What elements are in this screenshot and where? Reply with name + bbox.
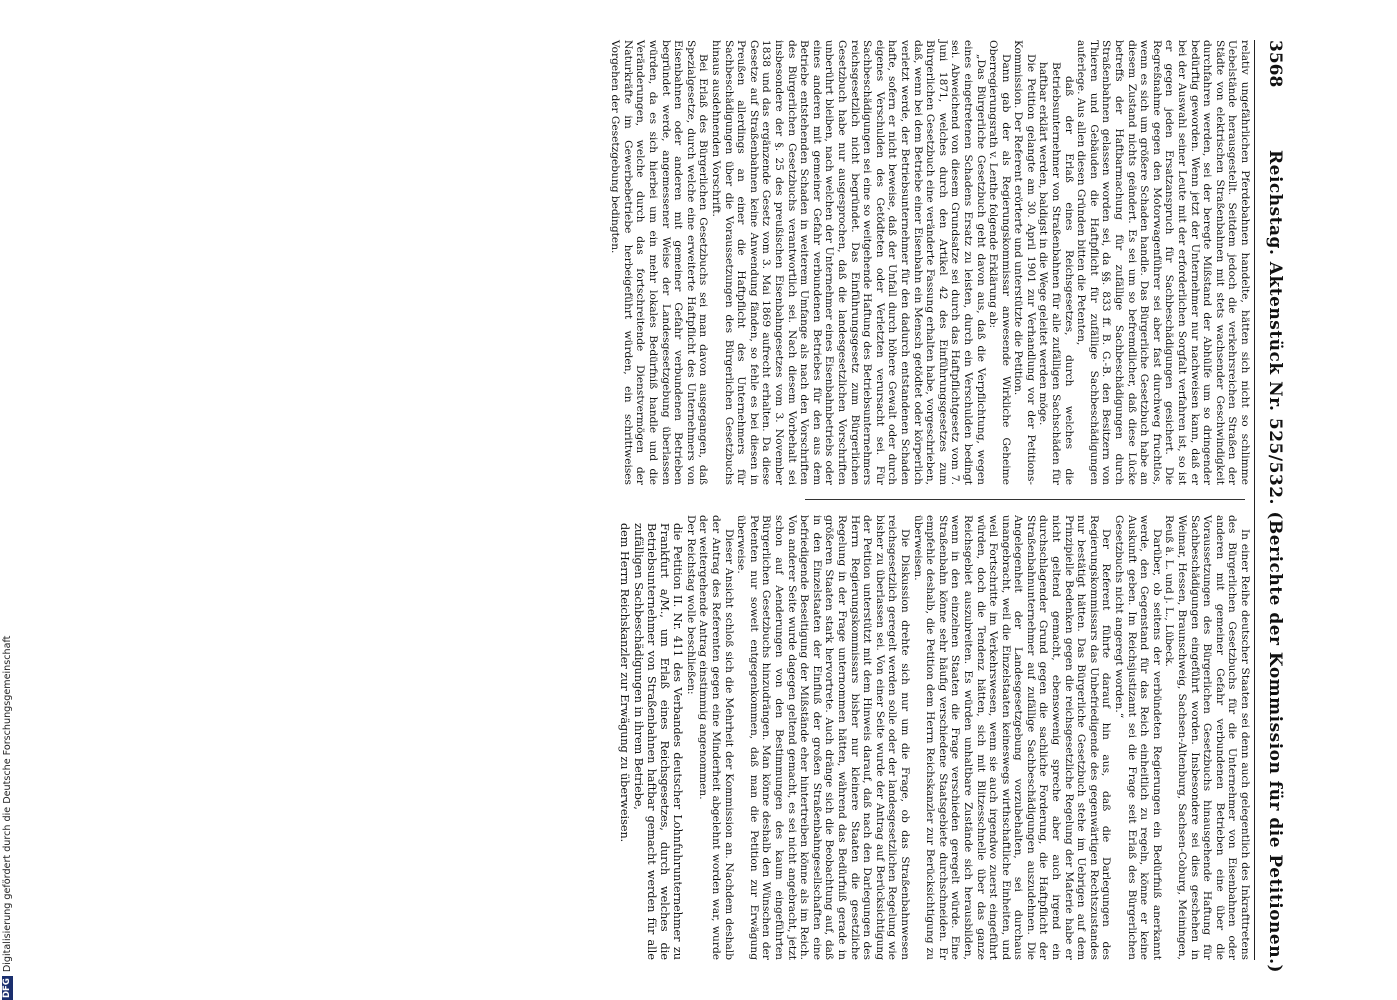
header-rule [1254, 40, 1255, 960]
paragraph: Darüber, ob seitens der verbündeten Regierungen ein Bedürfniß anerkannt werde, den Gegenstand für das Reich einheitlich zu regeln, könne er keine Auskunft geben. Im Reichsjustizamt sei die Frage seit Erlaß des Bürgerlichen Gesetzbuchs nicht angeregt worden.“ [1113, 515, 1163, 960]
left-column [609, 40, 1251, 485]
paragraph: „Das Bürgerliche Gesetzbuch geht davon aus, daß die Verpflichtung, wegen eines eingetretenen Schadens Ersatz zu leisten, durch ein Verschulden bedingt sei. Abweichend von diesem Grundsatze sei durch das Haftpflichtgesetz vom 7. Juni 1871, welches durch den Artikel 42 des Einführungsgesetzes zum Bürgerlichen Gesetzbuch eine veränderte Fassung erhalten habe, vorgeschrieben, daß, wenn bei dem Betriebe einer Eisenbahn ein Mensch getödtet oder körperlich verletzt werde, der Betriebsunternehmer für den dadurch entstandenen Schaden hafte, sofern er nicht beweise, daß der Unfall durch höhere Gewalt oder durch eigenes Verschulden des Getödteten oder Verletzten verursacht sei. Für Sachbeschädigungen sei eine so weitgehende Haftung des Betriebsunternehmers reichsgesetzlich nicht begründet. Das Einführungsgesetz zum Bürgerlichen Gesetzbuch habe nur ausgesprochen, daß die landesgesetzlichen Vorschriften unberührt bleiben, nach welchen der Unternehmer eines Eisenbahnbetriebs oder eines anderen mit gemeiner Gefahr verbundenen Betriebes für den aus dem Betriebe entstehenden Schaden in weiterem Umfange als nach den Vorschriften des Bürgerlichen Gesetzbuchs verantwortlich sei. Nach diesem Vorbehalt sei insbesondere der §. 25 des preußischen Eisenbahngesetzes vom 3. November 1838 und das ergänzende Gesetz vom 3. Mai 1869 aufrecht erhalten. Da diese Gesetze auf Straßenbahnen keine Anwendung fänden, so fehle es bei diesen in Preußen allerdings an einer die Haftpflicht des Unternehmers für Sachbeschädigungen über die Voraussetzungen des Bürgerlichen Gesetzbuchs hinaus ausdehnenden Vorschrift. [710, 40, 987, 485]
column-divider [805, 499, 1245, 500]
running-title: Reichstag. Aktenstück Nr. 525/532. (Berichte der Kommission für die Petitionen.) [1265, 150, 1285, 974]
paragraph: relativ ungefährlichen Pferdebahnen handelte, hätten sich nicht so schlimme Uebelstände herausgestellt. Seitdem jedoch die verkehrsreichen Straßen der Städte von elektrischen Straßenbahnen mit stets wachsender Geschwindigkeit durchfahren werden, sei der beregte Mißstand der Abhülfe um so dringender bedürftig geworden. Wenn jetzt der Unternehmer nur nachweisen kann, daß er bei der Auswahl seiner Leute mit der erforderlichen Sorgfalt verfahren ist, so ist er gegen jeden Ersatzanspruch für Sachbeschädigungen gesichert. Die Regreßnahme gegen den Motorwagenführer sei aber fast durchweg fruchtlos, wenn es sich um größere Schaden handle. Das Bürgerliche Gesetzbuch habe an diesem Zustand nichts geändert. Es sei um so befremdlicher, daß diese Lücke betreffs der Haftbarmachung für zufällige Sachbeschädigungen durch Straßenbahnen gelassen worden sei, da §§. 833 ff. B. G.-B. den Besitzern von Thieren und Gebäuden die Haftpflicht für zufällige Sachbeschädigungen auferlege. Aus allen diesen Gründen bitten die Petenten, [1075, 40, 1251, 485]
paragraph: Dann gab der als Regierungskommissar anwesende Wirkliche Geheime Oberregierungsrath v. Lenthe folgende Erklärung ab: [987, 40, 1012, 485]
resolution-heading: Der Reichstag wolle beschließen: [684, 515, 697, 695]
resolution-text: die Petition II. Nr. 411 des Verbandes deutscher Lohnfuhrunternehmer zu Frankfurt a/M., um Erlaß eines Reichsgesetzes, durch welches die Betriebsunternehmer von Straßenbahnen haftbar gemacht werden für alle zufälligen Sachbeschädigungen in ihrem Betriebe, [631, 523, 685, 960]
rotated-document-page [95, 0, 1285, 1000]
paragraph: Die Petition gelangte am 30. April 1901 zur Verhandlung vor der Petitions-Kommission. Der Referent erörterte und unterstützte die Petition. [1012, 40, 1037, 485]
page-number: 3568 [1265, 40, 1285, 88]
paragraph: In einer Reihe deutscher Staaten sei denn auch gelegentlich des Inkrafttretens des Bürgerlichen Gesetzbuchs für die Unternehmer von Eisenbahnen oder anderen mit gemeiner Gefahr verbundenen Betrieben eine über die Voraussetzungen des Bürgerlichen Gesetzbuchs hinausgehende Haftung für Sachbeschädigungen eingeführt worden. Insbesondere sei dies geschehen in Weimar, Hessen, Braunschweig, Sachsen-Altenburg, Sachsen-Coburg, Meiningen, Reuß ä. L. und j. L., Lübeck. [1163, 515, 1251, 960]
page-header [1259, 40, 1285, 974]
digitization-credit [0, 600, 14, 1000]
petition-request: daß der Erlaß eines Reichsgesetzes, durch welches die Betriebsunternehmer von Straßenbahnen für alle zufälligen Sachschäden für haftbar erklärt werden, baldigst in die Wege geleitet werden möge. [1037, 62, 1075, 485]
paragraph: Der Referent führte darauf hin aus, daß die Darlegungen des Regierungskommissars das Unbefriedigende des gegenwärtigen Rechtszustandes nur bestätigt hätten. Das Bürgerliche Gesetzbuch stehe im Uebrigen auf dem Prinzipielle Bedenken gegen die reichsgesetzliche Regelung der Materie habe er nicht geltend gemacht, ebensowenig spreche aber auch irgend ein durchschlagender Grund gegen die sachliche Forderung, die Haftpflicht der Straßenbahnunternehmer auf zufällige Sachbeschädigungen auszudehnen. Die Angelegenheit der Landesgesetzgebung vorzubehalten, sei durchaus unangebracht, weil die Einzelstaaten keineswegs wirthschaftliche Einheiten, und weil Fortschritte im Verkehrswesen, wenn sie auch irgendwo zuerst eingeführt würden, doch die Tendenz hätten, sich mit Blitzesschnelle über das ganze Reichsgebiet auszubreiten. Es würden unhaltbare Zustände sich herausbilden, wenn in den einzelnen Staaten die Frage verschieden geregelt würde. Eine Straßenbahn könne sehr häufig verschiedene Staatsgebiete durchschneiden. Er empfehle deshalb, die Petition dem Herrn Reichskanzler zur Berücksichtigung zu überweisen. [911, 515, 1113, 960]
credit-text: Digitalisierung gefördert durch die Deutsche Forschungsgemeinschaft [1, 635, 13, 973]
paragraph: Bei Erlaß des Bürgerlichen Gesetzbuchs sei man davon ausgegangen, daß Spezialgesetze, durch welche eine erweiterte Haftpflicht des Unternehmers von Eisenbahnen oder anderen mit gemeiner Gefahr verbundenen Betrieben begründet werde, angemessener Weise der Landesgesetzgebung überlassen würden, da es sich hierbei um ein mehr lokales Bedürfniß handle und die Veränderungen, welche durch das fortschreitende Dienstvermögen der Naturkräfte im Gewerbebetriebe herbeigeführt würden, ein schrittweises Vorgehen der Gesetzgebung bedingten. [609, 40, 710, 485]
paragraph: Dieser Ansicht schloß sich die Mehrheit der Kommission an. Nachdem deshalb der Antrag des Referenten gegen eine Minderheit abgelehnt worden war, wurde der weitergehende Antrag einstimmig angenommen. [697, 515, 735, 960]
resolution-closing: dem Herrn Reichskanzler zur Erwägung zu überweisen. [618, 523, 632, 843]
dfg-logo: DFG [1, 978, 12, 998]
right-column [618, 515, 1251, 960]
paragraph: Die Diskussion drehte sich nur um die Frage, ob das Straßenbahnwesen reichsgesetzlich geregelt werden solle oder der landesgesetzlichen Regelung wie bisher zu überlassen sei. Von einer Seite wurde der Antrag auf Berücksichtigung der Petition unterstützt mit dem Hinweis darauf, daß nach den Darlegungen des Herrn Regierungskommissars bisher nur kleinere Staaten die gesetzliche Regelung in der Frage unternommen hätten, während das Bedürfniß gerade in größeren Staaten stark hervortrete. Auch dränge sich die Beobachtung auf, daß in den Einzelstaaten der Einfluß der großen Straßenbahngesellschaften eine befriedigende Beseitigung der Mißstände eher hintertreiben könne als im Reich. Von anderer Seite wurde dagegen geltend gemacht, es sei nicht angebracht, jetzt schon auf Aenderungen von den Bestimmungen des kaum eingeführten Bürgerlichen Gesetzbuchs hinzudrängen. Man könne deshalb den Wünschen der Petenten nur soweit entgegenkommen, daß man die Petition zur Erwägung überweise. [735, 515, 911, 960]
